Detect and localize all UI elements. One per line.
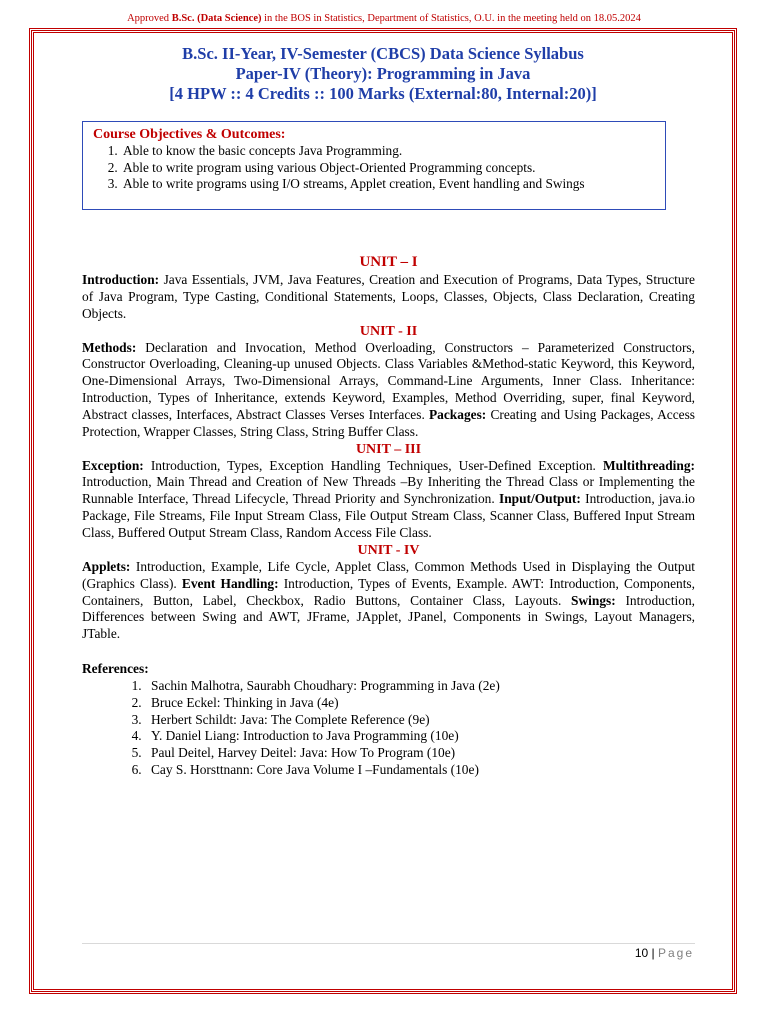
unit-4-heading-swings: Swings:: [571, 592, 616, 608]
page-label: Page: [657, 946, 694, 960]
objectives-title: Course Objectives & Outcomes:: [93, 127, 286, 142]
syllabus-content: [82, 253, 695, 779]
unit-3-body-exception: Introduction, Types, Exception Handling Techniques, User-Defined Exception.: [143, 457, 603, 473]
unit-4-heading-events: Event Handling:: [181, 575, 279, 591]
unit-3-heading-multithreading: Multithreading:: [602, 457, 695, 473]
unit-3-text: [82, 458, 695, 542]
unit-2-title: UNIT - II: [359, 323, 418, 339]
unit-4-body-applets: Introduction, Example, Life Cycle, Applet Class, Common Methods Used in Displaying the Output (Graphics Class).: [82, 558, 695, 591]
objectives-box: [82, 121, 666, 210]
unit-3-heading-exception: Exception:: [82, 457, 144, 473]
references-title: References:: [82, 661, 149, 677]
approval-prefix: Approved: [127, 13, 172, 24]
page-separator: |: [648, 946, 658, 960]
unit-2-heading-methods: Methods:: [82, 339, 137, 355]
unit-4-title: UNIT - IV: [357, 542, 420, 558]
objectives-list: [93, 143, 655, 193]
unit-1-title: UNIT – I: [359, 254, 418, 270]
unit-1-heading: Introduction:: [82, 272, 160, 287]
reference-item: 2. Bruce Eckel: Thinking in Java (4e): [145, 695, 695, 712]
approval-note: [0, 13, 768, 24]
reference-item: 3. Herbert Schildt: Java: The Complete Reference (9e): [145, 712, 695, 729]
unit-2-heading-packages: Packages:: [428, 406, 487, 422]
approval-degree: B.Sc. (Data Science): [171, 13, 262, 24]
unit-4-body-events: Introduction, Types of Events, Example. AWT: Introduction, Components, Containers, Button, Label, Checkbox, Radio Buttons, Container Class, Layouts.: [82, 575, 695, 608]
syllabus-header: [29, 44, 737, 104]
page-footer: [560, 946, 694, 960]
reference-item: 5. Paul Deitel, Harvey Deitel: Java: How To Program (10e): [145, 745, 695, 762]
objective-item: 1. Able to know the basic concepts Java Programming.: [121, 143, 655, 160]
unit-1-text: [82, 272, 695, 323]
approval-suffix: in the BOS in Statistics, Department of Statistics, O.U. in the meeting held on 18.05.2024: [261, 13, 641, 24]
unit-4-body-swings: Introduction, Differences between Swing and AWT, JFrame, JApplet, JPanel, Components in Swings, Layout Managers, JTable.: [82, 592, 695, 642]
reference-item: 6. Cay S. Horsttnann: Core Java Volume I –Fundamentals (10e): [145, 762, 695, 779]
unit-3-heading-io: Input/Output:: [498, 491, 581, 507]
page-number: 10: [634, 946, 649, 960]
header-line-1: B.Sc. II-Year, IV-Semester (CBCS) Data Science Syllabus: [182, 44, 584, 63]
unit-3-body-io: Introduction, java.io Package, File Streams, File Input Stream Class, File Output Stream Class, Scanner Class, Buffered Input Stream Class, Buffered Output Stream Class, Random Access File Class.: [82, 491, 696, 540]
header-line-2: Paper-IV (Theory): Programming in Java: [235, 64, 531, 83]
unit-1-body: Java Essentials, JVM, Java Features, Creation and Execution of Programs, Data Types, Structure of Java Program, Type Casting, Conditional Statements, Loops, Classes, Objects, Class Declaration, Creating Objects.: [82, 272, 695, 321]
reference-item: 1. Sachin Malhotra, Saurabh Choudhary: Programming in Java (2e): [145, 678, 695, 695]
references-list: [82, 678, 695, 779]
objective-item: 2. Able to write program using various Object-Oriented Programming concepts.: [121, 160, 655, 177]
unit-2-body-packages: Creating and Using Packages, Access Protection, Wrapper Classes, String Class, String Buffer Class.: [82, 406, 695, 439]
footer-divider: [82, 943, 695, 944]
unit-4-text: [82, 559, 695, 643]
unit-4-heading-applets: Applets:: [82, 558, 131, 574]
unit-2-text: [82, 340, 695, 441]
unit-3-title: UNIT – III: [355, 441, 422, 457]
reference-item: 4. Y. Daniel Liang: Introduction to Java Programming (10e): [145, 728, 695, 745]
header-line-3: [4 HPW :: 4 Credits :: 100 Marks (External:80, Internal:20)]: [169, 84, 597, 103]
unit-3-body-multithreading: Introduction, Main Thread and Creation of New Threads –By Inheriting the Thread Class or Implementing the Runnable Interface, Thread Lifecycle, Thread Priority and Synchronization.: [82, 474, 695, 507]
unit-2-body-methods: Declaration and Invocation, Method Overloading, Constructors – Parameterized Constructors, Constructor Overloading, Cleaning-up unused Objects. Class Variables &Method-static Keyword, this Keyword, One-Dimensional Arrays, Two-Dimensional Arrays, Command-Line Arguments, Inner Class. Inheritance: Introduction, Types of Inheritance, extends Keyword, Examples, Method Overriding, super, final Keyword, Abstract classes, Interfaces, Abstract Classes Verses Interfaces.: [82, 339, 695, 422]
objective-item: 3. Able to write programs using I/O streams, Applet creation, Event handling and Swings: [121, 176, 655, 193]
